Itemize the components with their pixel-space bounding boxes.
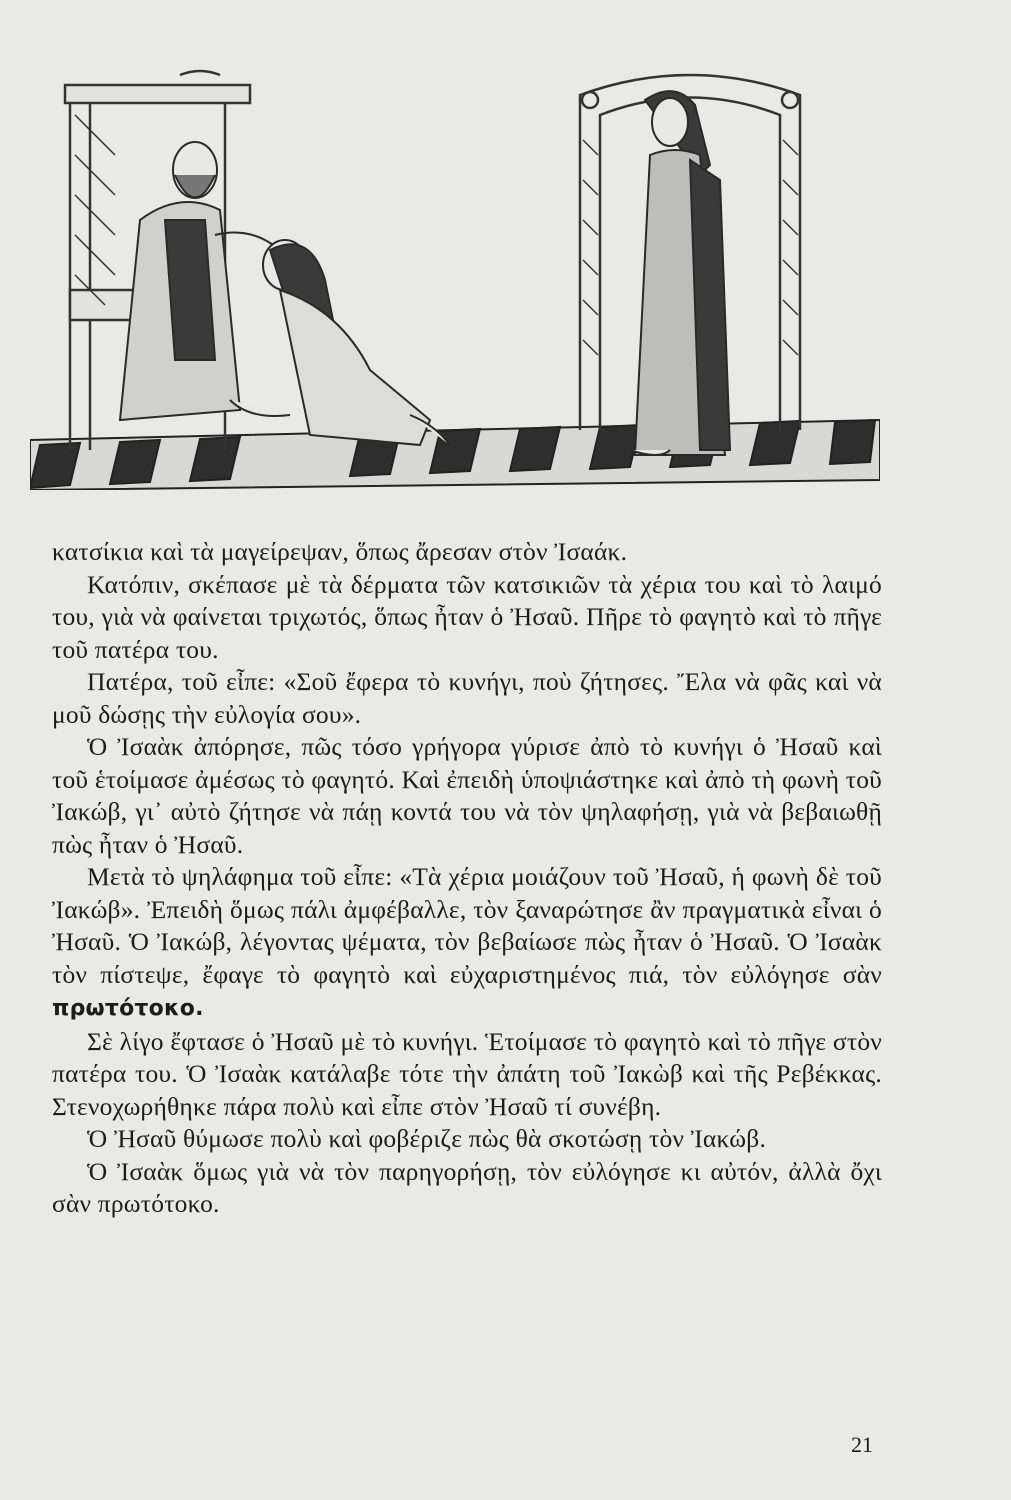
paragraph-6: Σὲ λίγο ἔφτασε ὁ Ἠσαῦ μὲ τὸ κυνήγι. Ἑτοίμασε τὸ φαγητὸ καὶ τὸ πῆγε στὸν πατέρα του. Ὁ Ἰσαὰκ κατάλαβε τότε τὴν ἀπάτη τοῦ Ἰακὼβ καὶ τῆς Ρεβέκκας. Στενοχωρήθηκε πάρα πολὺ καὶ εἶπε στὸν Ἠσαῦ τί συνέβη. <box>52 1026 882 1121</box>
bold-word-firstborn: πρωτότοκο. <box>52 996 204 1021</box>
paragraph-7: Ὁ Ἠσαῦ θύμωσε πολὺ καὶ φοβέριζε πὼς θὰ σκοτώσῃ τὸν Ἰακώβ. <box>87 1124 767 1153</box>
paragraph-3: Πατέρα, τοῦ εἶπε: «Σοῦ ἔφερα τὸ κυνήγι, ποὺ ζήτησες. Ἔλα νὰ φᾶς καὶ νὰ μοῦ δώσῃς τὴν εὐλογία σου». <box>52 667 882 729</box>
body-text <box>52 536 882 1221</box>
paragraph-5 <box>52 861 882 1026</box>
paragraph-8: Ὁ Ἰσαὰκ ὅμως γιὰ νὰ τὸν παρηγορήσῃ, τὸν εὐλόγησε κι αὐτόν, ἀλλὰ ὄχι σὰν πρωτότοκο. <box>52 1156 882 1218</box>
illustration-isaac-blessing-jacob <box>30 60 880 490</box>
checkered-floor <box>30 420 880 490</box>
paragraph-2: Κατόπιν, σκέπασε μὲ τὰ δέρματα τῶν κατσικιῶν τὰ χέρια του καὶ τὸ λαιμό του, γιὰ νὰ φαίνεται τριχωτός, ὅπως ἦταν ὁ Ἠσαῦ. Πῆρε τὸ φαγητὸ καὶ τὸ πῆγε τοῦ πατέρα του. <box>52 569 882 664</box>
figure-jacob <box>263 240 450 445</box>
page-number: 21 <box>851 1432 873 1457</box>
figure-rebecca <box>630 91 730 455</box>
paragraph-1: κατσίκια καὶ τὰ μαγείρεψαν, ὅπως ἄρεσαν στὸν Ἰσαάκ. <box>52 537 628 566</box>
paragraph-4: Ὁ Ἰσαὰκ ἀπόρησε, πῶς τόσο γρήγορα γύρισε ἀπὸ τὸ κυνήγι ὁ Ἠσαῦ καὶ τοῦ ἑτοίμασε ἀμέσως τὸ φαγητό. Καὶ ἐπειδὴ ὑποψιάστηκε καὶ ἀπὸ τὴ φωνὴ τοῦ Ἰακώβ, γι᾿ αὐτὸ ζήτησε νὰ πάῃ κοντά του νὰ τὸν ψηλαφήσῃ, γιὰ νὰ βεβαιωθῇ πὼς ἦταν ὁ Ἠσαῦ. <box>52 732 882 859</box>
paragraph-5-text: Μετὰ τὸ ψηλάφημα τοῦ εἶπε: «Τὰ χέρια μοιάζουν τοῦ Ἠσαῦ, ἡ φωνὴ δὲ τοῦ Ἰακώβ». Ἐπειδὴ ὅμως πάλι ἀμφέβαλλε, τὸν ξαναρώτησε ἂν πραγματικὰ εἶναι ὁ Ἠσαῦ. Ὁ Ἰακώβ, λέγοντας ψέματα, τὸν βεβαίωσε πὼς ἦταν ὁ Ἠσαῦ. Ὁ Ἰσαὰκ τὸν πίστεψε, ἔφαγε τὸ φαγητὸ καὶ εὐχαριστημένος πιά, τὸν εὐλόγησε σὰν <box>52 862 882 989</box>
figure-isaac <box>120 142 290 420</box>
